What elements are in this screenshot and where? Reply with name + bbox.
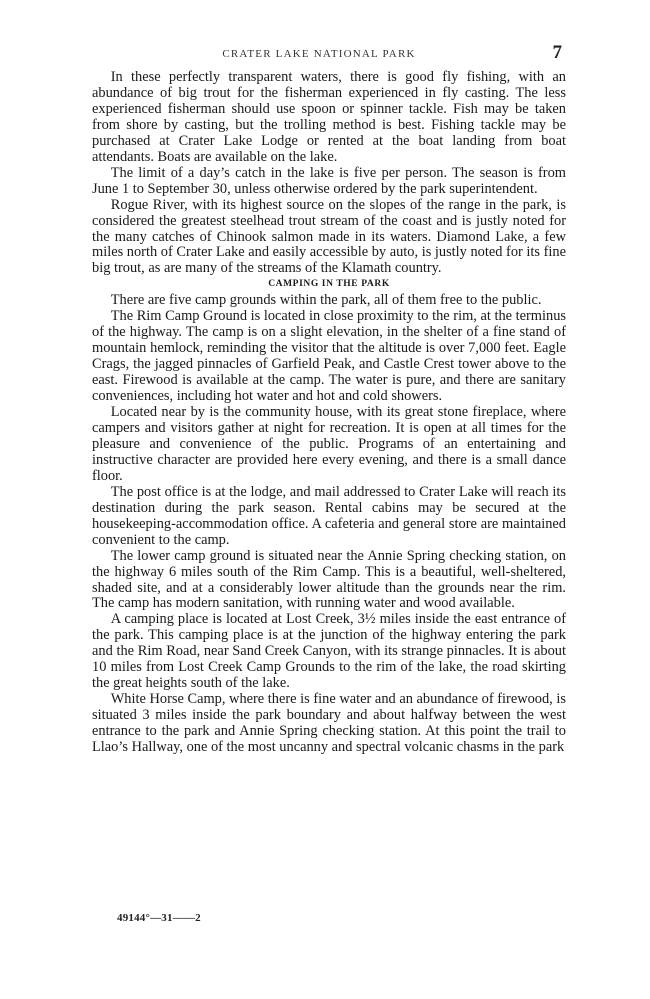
paragraph-fly-fishing: In these perfectly transparent waters, there is good fly fishing, with an abundance of big trout for the fisherman experienced in fly casting. The less experienced fisherman should use spoon or spinner tackle. Fish may be taken from shore by casting, but the trolling method is best. Fishing tackle may be purchased at Crater Lake Lodge or rented at the boat landing from boat attendants. Boats are available on the lake. — [92, 69, 566, 165]
paragraph-community-house: Located near by is the community house, with its great stone fireplace, where campers and visitors gather at night for recreation. It is open at all times for the pleasure and convenience of the public. Programs of an entertaining and instructive character are provided here every evening, and there is a small dance floor. — [92, 404, 566, 484]
paragraph-white-horse-camp: White Horse Camp, where there is fine water and an abundance of firewood, is situated 3 miles inside the park boundary and about halfway between the west entrance to the park and Annie Spring checking station. At this point the trail to Llao’s Hallway, one of the most uncanny and spectral volcanic chasms in the park — [92, 691, 566, 756]
paragraph-camp-grounds: There are five camp grounds within the park, all of them free to the public. — [110, 292, 542, 309]
page-number: 7 — [552, 42, 562, 63]
page-body — [92, 70, 566, 756]
print-code: 49144°—31——2 — [117, 912, 201, 924]
paragraph-catch-limit: The limit of a day’s catch in the lake is five per person. The season is from June 1 to September 30, unless otherwise ordered by the park superintendent. — [92, 164, 566, 197]
paragraph-rogue-river: Rogue River, with its highest source on the slopes of the range in the park, is considered the greatest steelhead trout stream of the coast and is justly noted for the many catches of Chinook salmon made in its waters. Diamond Lake, a few miles north of Crater Lake and easily accessible by auto, is justly noted for its fine big trout, as are many of the streams of the Klamath country. — [92, 196, 566, 277]
paragraph-post-office: The post office is at the lodge, and mail addressed to Crater Lake will reach its destination during the park season. Rental cabins may be secured at the housekeeping-accommodation office. A cafeteria and general store are maintained convenient to the camp. — [92, 483, 566, 548]
paragraph-lower-camp: The lower camp ground is situated near the Annie Spring checking station, on the highway 6 miles south of the Rim Camp. This is a beautiful, well-sheltered, shaded site, and at a considerably lower altitude than the grounds near the rim. The camp has modern sanitation, with running water and wood available. — [92, 547, 566, 612]
paragraph-rim-camp: The Rim Camp Ground is located in close proximity to the rim, at the terminus of the highway. The camp is on a slight elevation, in the shelter of a fine stand of mountain hemlock, reminding the visitor that the altitude is over 7,000 feet. Eagle Crags, the jagged pinnacles of Garfield Peak, and Castle Crest tower above to the east. Firewood is available at the camp. The water is pure, and there are sanitary conveniences, including hot water and hot and cold showers. — [92, 308, 566, 405]
running-header: CRATER LAKE NATIONAL PARK — [222, 48, 416, 60]
section-heading-camping: CAMPING IN THE PARK — [268, 279, 390, 290]
paragraph-lost-creek: A camping place is located at Lost Creek, 3½ miles inside the east entrance of the park. This camping place is at the junction of the highway entering the park and the Rim Road, near Sand Creek Canyon, with its strange pinnacles. It is about 10 miles from Lost Creek Camp Grounds to the rim of the lake, the road skirting the great heights south of the lake. — [92, 611, 566, 692]
